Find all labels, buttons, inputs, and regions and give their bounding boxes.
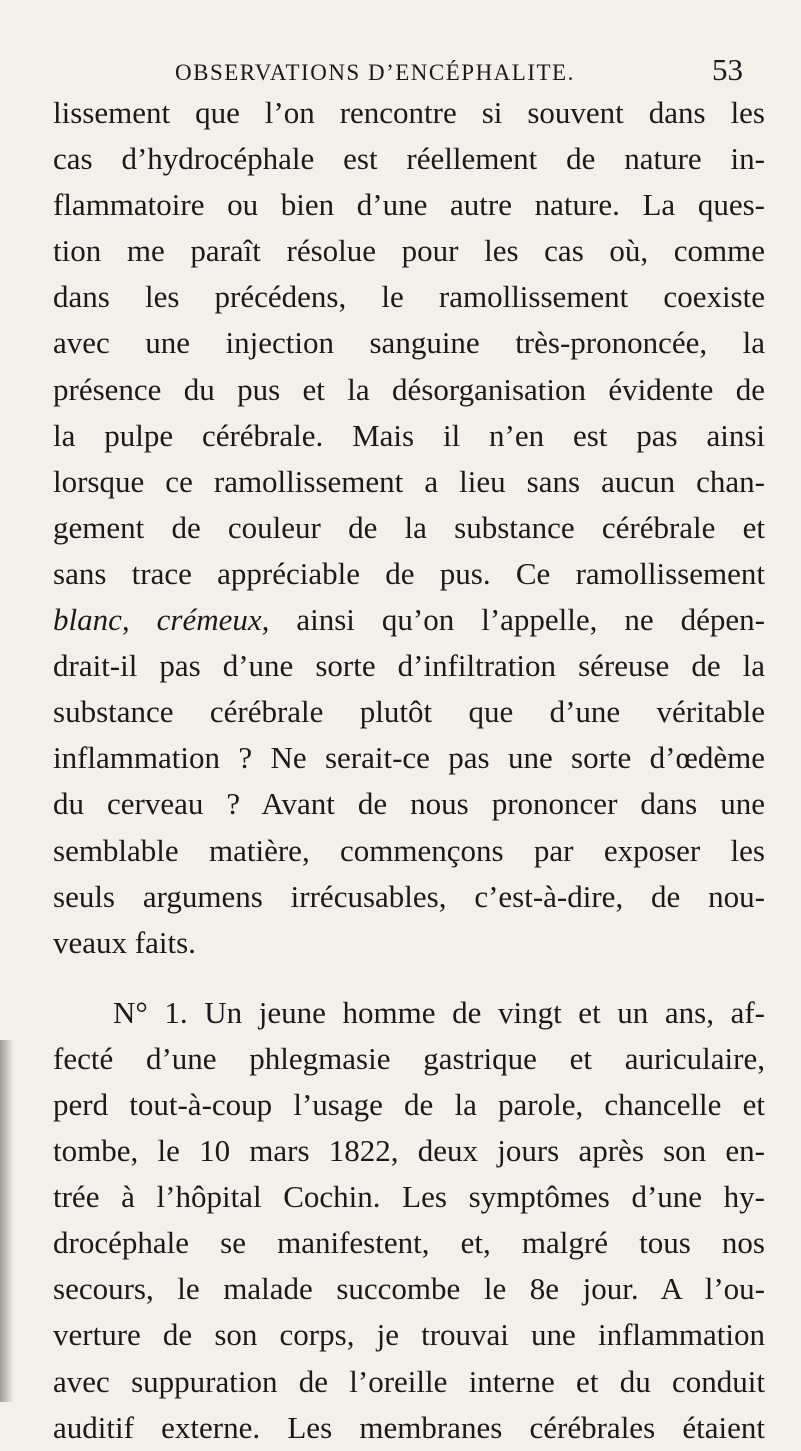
text-line: avec une injection sanguine très-prononcée, la [53, 325, 765, 361]
text-line: drait-il pas d’une sorte d’infiltration séreuse de la [53, 648, 765, 684]
text-line: trée à l’hôpital Cochin. Les symptômes d’une hy- [53, 1179, 765, 1215]
text-fragment: ainsi qu’on l’appelle, ne dépen- [269, 602, 765, 638]
page-edge-shadow [0, 1040, 14, 1402]
text-line: auditif externe. Les membranes cérébrales étaient [53, 1409, 765, 1445]
text-line: drocéphale se manifestent, et, malgré tous nos [53, 1225, 765, 1261]
italic-phrase: blanc, crémeux, [53, 602, 270, 638]
running-head [0, 52, 801, 92]
text-line: présence du pus et la désorganisation évidente de [53, 371, 765, 407]
text-line: gement de couleur de la substance cérébrale et [53, 509, 765, 545]
text-line-italic [53, 597, 765, 643]
text-line: sans trace appréciable de pus. Ce ramollissement [53, 555, 765, 591]
observation-line: N° 1. Un jeune homme de vingt et un ans, af- [113, 994, 765, 1030]
text-line: verture de son corps, je trouvai une inflammation [53, 1317, 765, 1353]
text-line: substance cérébrale plutôt que d’une véritable [53, 694, 765, 730]
running-title: OBSERVATIONS D’ENCÉPHALITE. [175, 60, 575, 85]
body-text [53, 90, 765, 1451]
paragraph-gap [53, 966, 765, 990]
text-line: cas d’hydrocéphale est réellement de nature in- [53, 141, 765, 177]
text-line: la pulpe cérébrale. Mais il n’en est pas ainsi [53, 417, 765, 453]
text-line: fecté d’une phlegmasie gastrique et auriculaire, [53, 1040, 765, 1076]
text-line: du cerveau ? Avant de nous prononcer dans une [53, 786, 765, 822]
text-line: lissement que l’on rencontre si souvent dans les [53, 95, 765, 130]
text-line: seuls argumens irrécusables, c’est-à-dire, de nou- [53, 878, 765, 914]
text-line: dans les précédens, le ramollissement coexiste [53, 279, 765, 315]
text-line: perd tout-à-coup l’usage de la parole, chancelle et [53, 1086, 765, 1122]
text-line: avec suppuration de l’oreille interne et du conduit [53, 1363, 765, 1399]
text-line: semblable matière, commençons par exposer les [53, 832, 765, 868]
text-line: tion me paraît résolue pour les cas où, comme [53, 233, 765, 269]
text-line: inflammation ? Ne serait-ce pas une sorte d’œdème [53, 740, 765, 776]
page-number: 53 [712, 52, 743, 87]
text-line: secours, le malade succombe le 8e jour. A l’ou- [53, 1271, 765, 1307]
text-line: flammatoire ou bien d’une autre nature. La ques- [53, 187, 765, 223]
text-line: lorsque ce ramollissement a lieu sans aucun chan- [53, 463, 765, 499]
text-line: veaux faits. [53, 924, 196, 960]
text-line: tombe, le 10 mars 1822, deux jours après son en- [53, 1133, 765, 1169]
